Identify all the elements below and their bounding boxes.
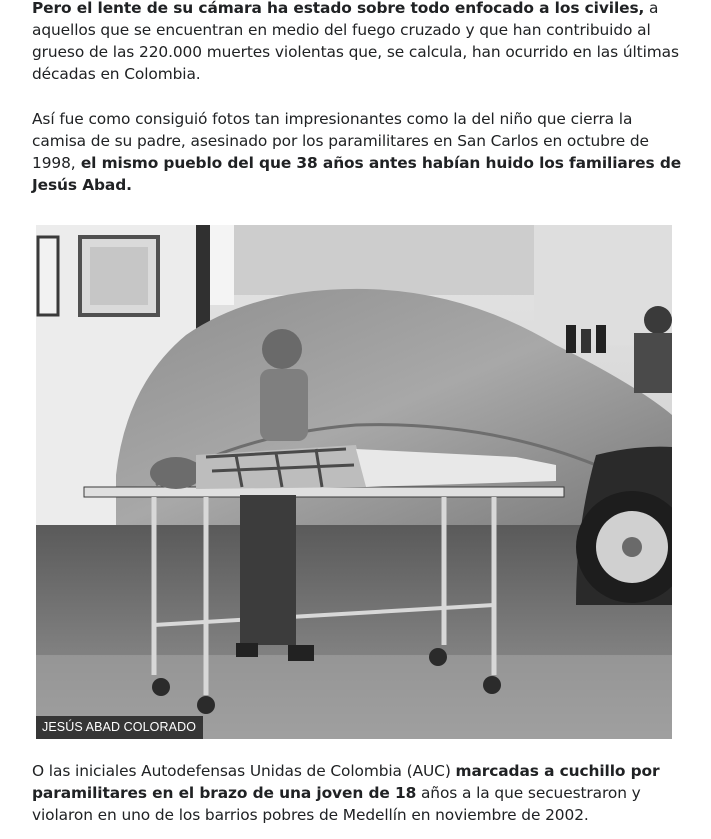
bold-text-segment: marcadas a cuchillo por paramilitares en el brazo de una joven de 18 <box>32 762 660 802</box>
article-photo <box>36 225 672 739</box>
bold-text-segment: Pero el lente de su cámara ha estado sobre todo enfocado a los civiles, <box>32 0 645 17</box>
text-segment: a aquellos que se encuentran en medio del fuego cruzado y que han contribuido al grueso de las 220.000 muertes violentas que, se calcula, han ocurrido en las últimas décadas en Colombia. <box>32 0 679 83</box>
paragraph-civilians <box>32 0 682 85</box>
paragraph-boy-photo <box>32 108 682 196</box>
paragraph-auc-initials <box>32 760 682 826</box>
text-segment: O las iniciales Autodefensas Unidas de Colombia (AUC) <box>32 762 456 780</box>
bold-text-segment: el mismo pueblo del que 38 años antes habían huido los familiares de Jesús Abad. <box>32 154 682 194</box>
photo-image <box>36 225 672 739</box>
photo-credit: JESÚS ABAD COLORADO <box>36 716 203 739</box>
text-segment: Así fue como consiguió fotos tan impresionantes como la del niño que cierra la camisa de su padre, asesinado por los paramilitares en San Carlos en octubre de 1998, <box>32 110 649 172</box>
text-segment: años a la que secuestraron y violaron en uno de los barrios pobres de Medellín en noviembre de 2002. <box>32 784 641 824</box>
